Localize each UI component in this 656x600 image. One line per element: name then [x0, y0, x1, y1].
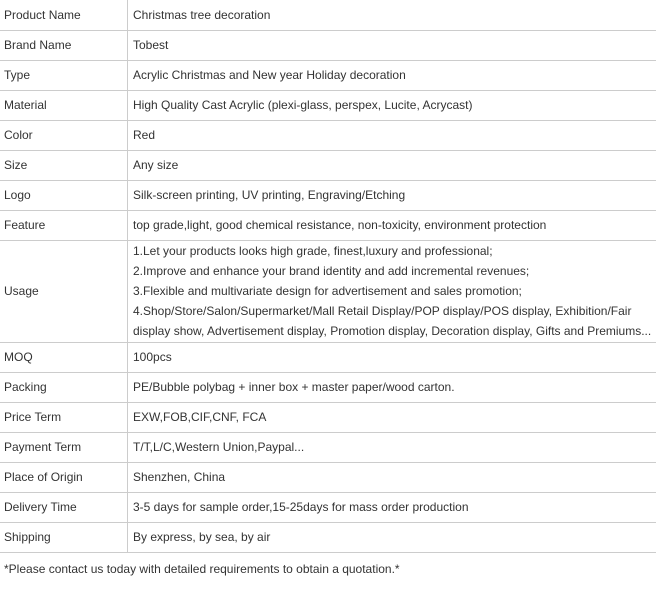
- spec-value: 100pcs: [128, 342, 656, 372]
- spec-value: top grade,light, good chemical resistance, non-toxicity, environment protection: [128, 210, 656, 240]
- usage-line: 2.Improve and enhance your brand identity and add incremental revenues;: [133, 264, 530, 278]
- table-row: [0, 402, 656, 432]
- spec-value: By express, by sea, by air: [128, 522, 656, 552]
- table-row: [0, 522, 656, 552]
- table-row: [0, 342, 656, 372]
- table-row: [0, 60, 656, 90]
- table-row: [0, 210, 656, 240]
- table-row: [0, 462, 656, 492]
- table-row: [0, 372, 656, 402]
- quotation-note: *Please contact us today with detailed requirements to obtain a quotation.*: [4, 561, 400, 576]
- table-row: [0, 0, 656, 30]
- spec-value: 3-5 days for sample order,15-25days for mass order production: [128, 492, 656, 522]
- spec-label: Material: [0, 90, 128, 120]
- spec-label: Delivery Time: [0, 492, 128, 522]
- spec-value: Tobest: [128, 30, 656, 60]
- spec-value: Any size: [128, 150, 656, 180]
- table-row: [0, 180, 656, 210]
- spec-value: T/T,L/C,Western Union,Paypal...: [128, 432, 656, 462]
- spec-label: Payment Term: [0, 432, 128, 462]
- table-row: [0, 30, 656, 60]
- usage-value: [128, 240, 656, 342]
- spec-label: Feature: [0, 210, 128, 240]
- spec-label: MOQ: [0, 342, 128, 372]
- spec-label: Brand Name: [0, 30, 128, 60]
- usage-line: 4.Shop/Store/Salon/Supermarket/Mall Retail Display/POP display/POS display, Exhibition/Fair: [133, 304, 632, 318]
- spec-label: Logo: [0, 180, 128, 210]
- usage-line: display show, Advertisement display, Promotion display, Decoration display, Gifts and Premiums...: [133, 324, 652, 338]
- spec-value: Acrylic Christmas and New year Holiday decoration: [128, 60, 656, 90]
- spec-label: Packing: [0, 372, 128, 402]
- spec-value: Silk-screen printing, UV printing, Engraving/Etching: [128, 180, 656, 210]
- usage-line: 3.Flexible and multivariate design for advertisement and sales promotion;: [133, 284, 522, 298]
- spec-label: Place of Origin: [0, 462, 128, 492]
- table-row: [0, 120, 656, 150]
- spec-label: Size: [0, 150, 128, 180]
- table-row: [0, 432, 656, 462]
- spec-value: Red: [128, 120, 656, 150]
- spec-label: Shipping: [0, 522, 128, 552]
- usage-line: 1.Let your products looks high grade, finest,luxury and professional;: [133, 244, 493, 258]
- spec-label: Price Term: [0, 402, 128, 432]
- spec-value: PE/Bubble polybag + inner box + master paper/wood carton.: [128, 372, 656, 402]
- spec-value: High Quality Cast Acrylic (plexi-glass, perspex, Lucite, Acrycast): [128, 90, 656, 120]
- spec-value: Christmas tree decoration: [128, 0, 656, 30]
- spec-label: Usage: [0, 240, 128, 342]
- table-row: [0, 150, 656, 180]
- table-row: [0, 240, 656, 342]
- spec-label: Product Name: [0, 0, 128, 30]
- table-row: [0, 492, 656, 522]
- spec-label: Type: [0, 60, 128, 90]
- table-row: [0, 90, 656, 120]
- spec-value: Shenzhen, China: [128, 462, 656, 492]
- spec-label: Color: [0, 120, 128, 150]
- spec-value: EXW,FOB,CIF,CNF, FCA: [128, 402, 656, 432]
